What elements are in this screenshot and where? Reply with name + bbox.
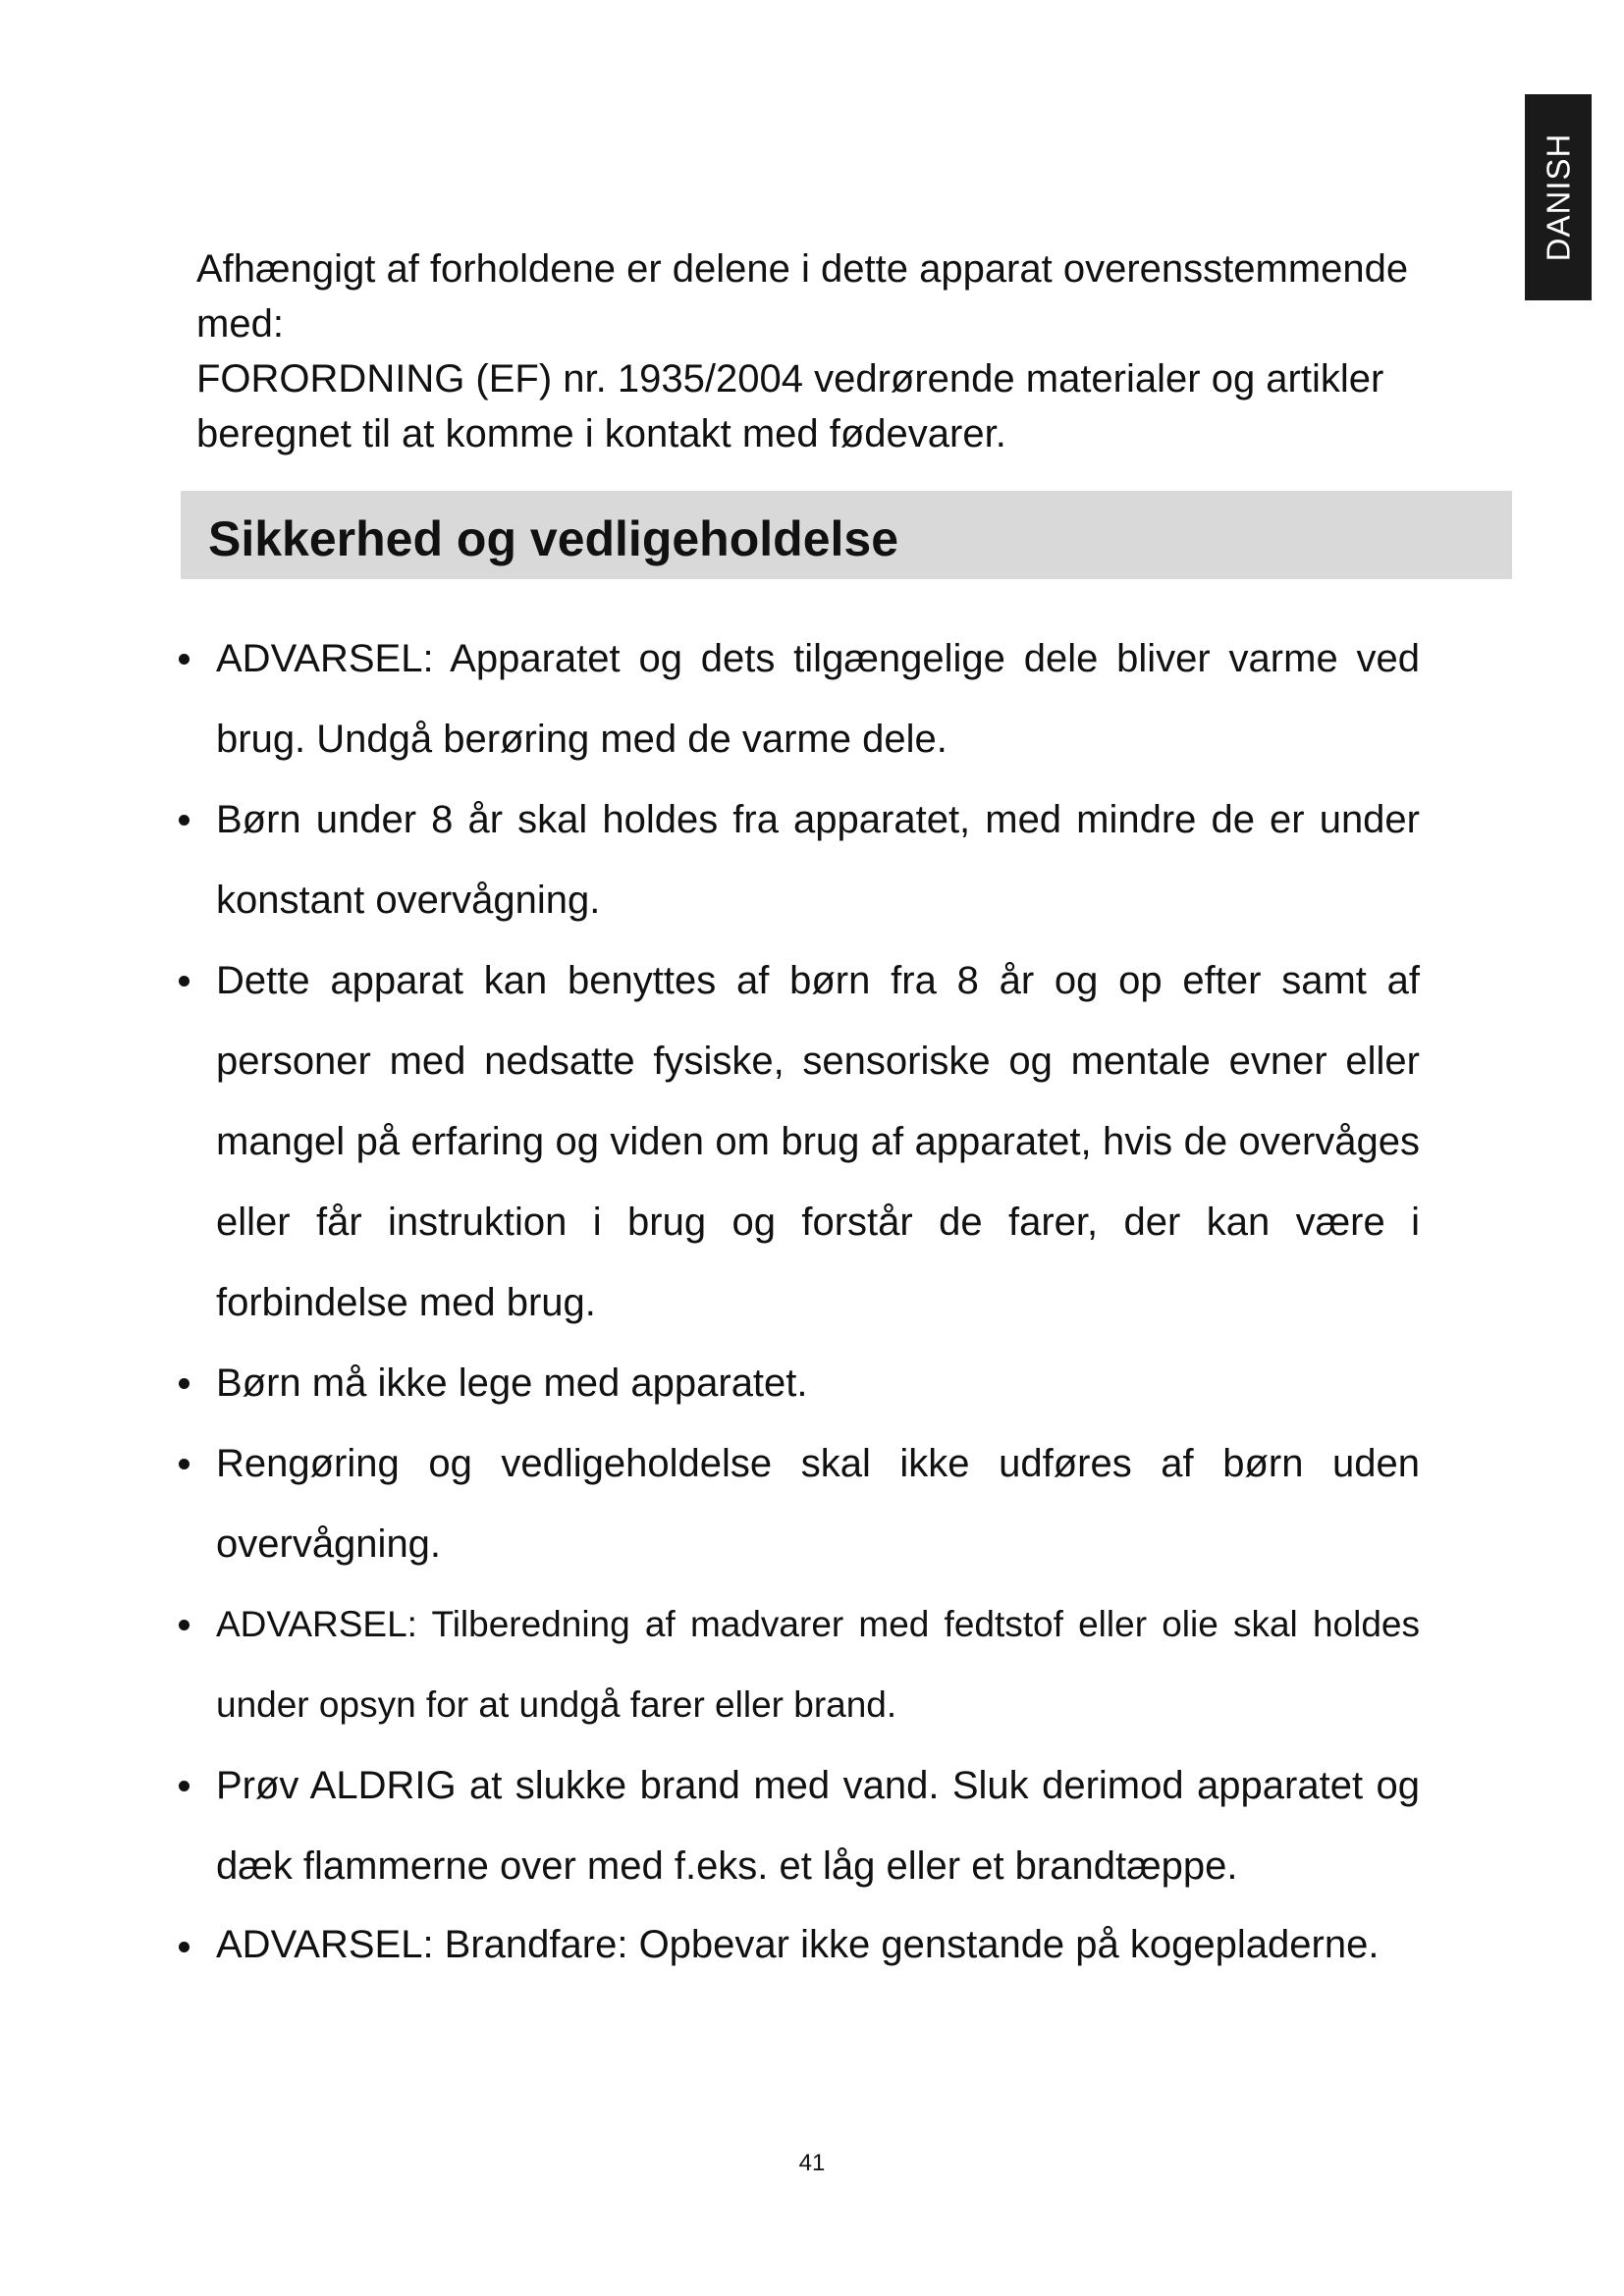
section-header [181,491,1512,579]
safety-list [173,618,1420,1983]
list-item-text: Rengøring og vedligeholdelse skal ikke udføres af børn uden overvågning. [216,1442,1420,1566]
bullet-icon [179,1620,189,1630]
list-item [173,1423,1420,1584]
section-title: Sikkerhed og vedligeholdelse [208,511,899,566]
list-item [173,940,1420,1343]
list-item-text: ADVARSEL: Brandfare: Opbevar ikke genstande på kogepladerne. [216,1923,1380,1966]
list-item-text: Prøv ALDRIG at slukke brand med vand. Sluk derimod apparatet og dæk flammerne over med f.eks. et låg eller et brandtæppe. [216,1764,1420,1888]
bullet-icon [179,654,189,665]
list-item [173,618,1420,779]
list-item-text: Børn under 8 år skal holdes fra apparatet, med mindre de er under konstant overvågning. [216,798,1420,922]
list-item [173,1745,1420,1906]
list-item [173,1343,1420,1423]
language-tab [1525,94,1592,300]
bullet-icon [179,815,189,826]
list-item-text: Dette apparat kan benyttes af børn fra 8 år og op efter samt af personer med nedsatte fysiske, sensoriske og mentale evner eller mangel på erfaring og viden om brug af apparatet, hvis de overvåges eller får instruktion i brug og forstår de farer, der kan være i forbindelse med brug. [216,959,1420,1324]
list-item [173,1906,1420,1983]
page-number: 41 [798,2150,826,2176]
bullet-icon [179,1378,189,1389]
list-item-text: ADVARSEL: Tilberedning af madvarer med fedtstof eller olie skal holdes under opsyn for at undgå farer eller brand. [216,1604,1420,1725]
language-tab-label: DANISH [1540,133,1576,262]
list-item-text: ADVARSEL: Apparatet og dets tilgængelige dele bliver varme ved brug. Undgå berøring med de varme dele. [216,637,1420,761]
intro-line-conformity: Afhængigt af forholdene er delene i dette apparat overensstemmende med: [196,247,1409,346]
intro-line-regulation: FORORDNING (EF) nr. 1935/2004 vedrørende materialer og artikler beregnet til at komme i kontakt med fødevarer. [196,357,1384,455]
list-item [173,779,1420,940]
bullet-icon [179,1942,189,1952]
list-item-text: Børn må ikke lege med apparatet. [216,1362,808,1405]
bullet-icon [179,976,189,987]
bullet-icon [179,1781,189,1791]
intro-paragraph [196,241,1473,461]
bullet-icon [179,1459,189,1469]
list-item [173,1584,1420,1745]
